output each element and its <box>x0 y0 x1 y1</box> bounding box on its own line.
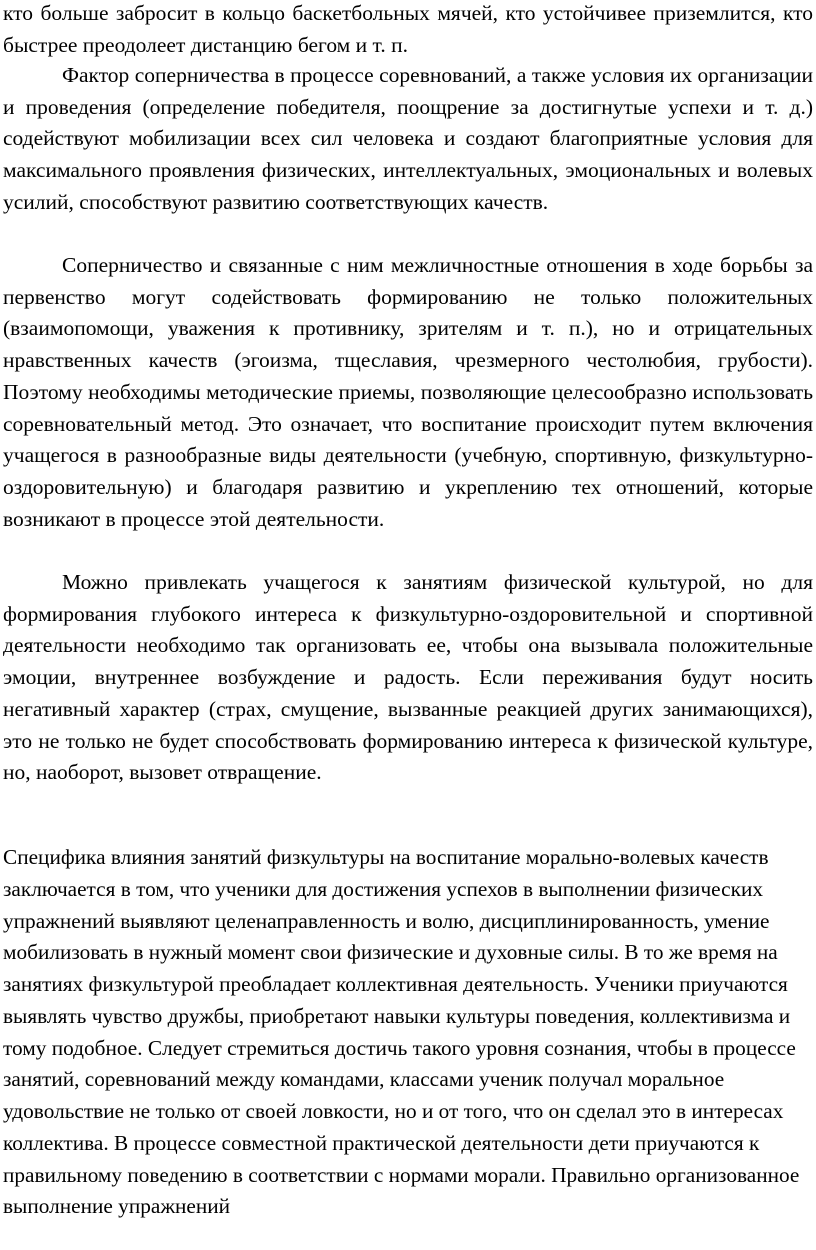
paragraph-3: Соперничество и связанные с ним межличностные отношения в ходе борьбы за первенство могут содействовать формированию не только положительных (взаимопомощи, уважения к противнику, зрителям и т. п.), но и отрицательных нравственных качеств (эгоизма, тщеславия, чрезмерного честолюбия, грубости). Поэтому необходимы методические приемы, позволяющие целесообразно использовать соревновательный метод. Это означает, что воспитание происходит путем включения учащегося в разнообразные виды деятельности (учебную, спортивную, физкультурно-оздоровительную) и благодаря развитию и укреплению тех отношений, которые возникают в процессе этой деятельности. <box>3 253 813 531</box>
paragraph-5: Специфика влияния занятий физкультуры на воспитание морально-волевых качеств заключается в том, что ученики для достижения успехов в выполнении физических упражнений выявляют целенаправленность и волю, дисциплинированность, умение мобилизовать в нужный момент свои физические и духовные силы. В то же время на занятиях физкультурой преобладает коллективная деятельность. Ученики приучаются выявлять чувство дружбы, приобретают навыки культуры поведения, коллективизма и тому подобное. Следует стремиться достичь такого уровня сознания, чтобы в процессе занятий, соревнований между командами, классами ученик получал моральное удовольствие не только от своей ловкости, но и от того, что он сделал это в интересах коллектива. В процессе совместной практической деятельности дети приучаются к правильному поведению в соответствии с нормами морали. Правильно организованное выполнение упражнений <box>3 845 800 1219</box>
paragraph-1: кто больше забросит в кольцо баскетбольных мячей, кто устойчивее приземлится, кто быстрее преодолеет дистанцию бегом и т. п. <box>3 1 813 57</box>
paragraph-2: Фактор соперничества в процессе соревнований, а также условия их организации и проведения (определение победителя, поощрение за достигнутые успехи и т. д.) содействуют мобилизации всех сил человека и создают благоприятные условия для максимального проявления физических, интеллектуальных, эмоциональных и волевых усилий, способствуют развитию соответствующих качеств. <box>3 63 813 214</box>
paragraph-4: Можно привлекать учащегося к занятиям физической культурой, но для формирования глубокого интереса к физкультурно-оздоровительной и спортивной деятельности необходимо так организовать ее, чтобы она вызывала положительные эмоции, внутреннее возбуждение и радость. Если переживания будут носить негативный характер (страх, смущение, вызванные реакцией других занимающихся), это не только не будет способствовать формированию интереса к физической культуре, но, наоборот, вызовет отвращение. <box>3 570 813 785</box>
